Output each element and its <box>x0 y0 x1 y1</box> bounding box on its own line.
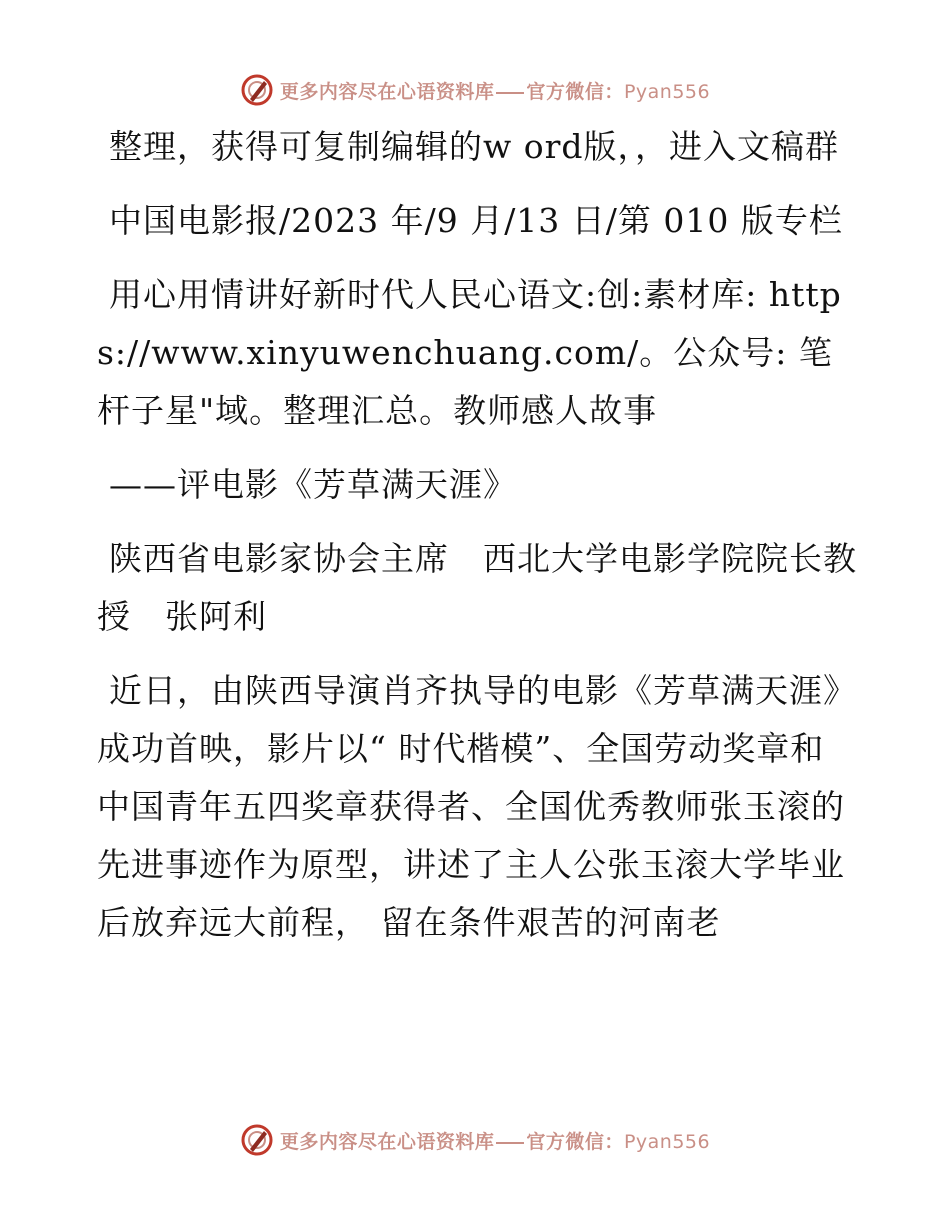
document-body <box>97 118 857 968</box>
watermark-dash <box>496 1142 524 1144</box>
logo-icon <box>240 73 274 107</box>
footer-watermark <box>0 1120 950 1160</box>
watermark-text <box>280 77 710 104</box>
header-watermark <box>0 70 950 110</box>
paragraph-source: 中国电影报/2023 年/9 月/13 日/第 010 版专栏 <box>109 201 843 240</box>
paragraph-body: 近日，由陕西导演肖齐执导的电影《芳草满天涯》成功首映，影片以“ 时代楷模”、全国劳动奖章和中国青年五四奖章获得者、全国优秀教师张玉滚的先进事迹作为原型，讲述了主人公张玉滚大学毕业后放弃远大前程， 留在条件艰苦的河南老 <box>97 671 857 942</box>
watermark-handle: Pyan556 <box>623 80 711 103</box>
watermark-text <box>280 1127 710 1154</box>
logo-icon <box>240 1123 274 1157</box>
watermark-main: 更多内容尽在心语资料库 <box>279 80 495 103</box>
watermark-handle: Pyan556 <box>623 1130 711 1153</box>
watermark-official: 官方微信： <box>526 80 624 103</box>
watermark-official: 官方微信： <box>526 1130 624 1153</box>
paragraph-author: 陕西省电影家协会主席 西北大学电影学院院长教授 张阿利 <box>97 539 857 636</box>
watermark-dash <box>496 92 524 94</box>
watermark-main: 更多内容尽在心语资料库 <box>279 1130 495 1153</box>
paragraph-resource-note: 用心用情讲好新时代人民心语文:创:素材库: https://www.xinyuwenchuang.com/。公众号: 笔杆子星"域。整理汇总。教师感人故事 <box>97 275 842 430</box>
paragraph-subtitle: ——评电影《芳草满天涯》 <box>109 465 517 504</box>
paragraph-intro: 整理，获得可复制编辑的w ord版，，进入文稿群 <box>109 127 840 166</box>
